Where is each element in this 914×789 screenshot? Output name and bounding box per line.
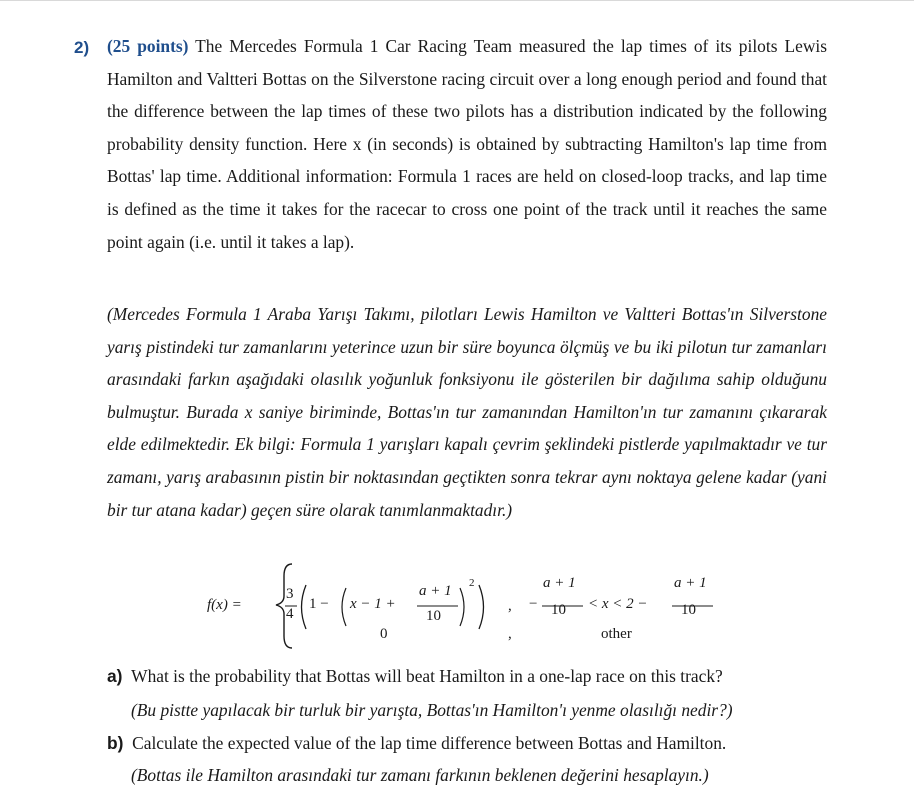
question-text-english [107, 30, 827, 258]
outer-paren-right [479, 585, 484, 629]
part-a-label: a) [107, 666, 123, 686]
part-b-english [107, 733, 726, 754]
formula-x-minus-one-plus: x − 1 + [350, 596, 396, 612]
pdf-formula [0, 560, 914, 660]
part-b-label: b) [107, 733, 124, 753]
question-body-english: The Mercedes Formula 1 Car Racing Team measured the lap times of its pilots Lewis Hamilton and Valtteri Bottas on the Silverstone racing circuit over a long enough period and found that the difference between the lap times of these two pilots has a distribution indicated by the following probability density function. Here x (in seconds) is obtained by subtracting Hamilton's lap time from Bottas' lap time. Additional information: Formula 1 races are held on closed-loop tracks, and lap time is defined as the time it takes for the racecar to cross one point of the track until it reaches the same point again (i.e. until it takes a lap). [107, 36, 827, 252]
top-border [0, 0, 914, 1]
outer-paren-left [302, 585, 307, 629]
part-b-turkish: (Bottas ile Hamilton arasındaki tur zamanı farkının beklenen değerini hesaplayın.) [131, 765, 709, 785]
formula-four: 4 [286, 606, 294, 622]
formula-one-minus: 1 − [309, 596, 329, 612]
formula-a-plus-1-first: a + 1 [419, 583, 452, 599]
question-text-turkish: (Mercedes Formula 1 Araba Yarışı Takımı, pilotları Lewis Hamilton ve Valtteri Bottas'ın Silverstone yarış pistindeki tur zamanlarını yeterince uzun bir süre boyunca ölçmüş ve bu iki pilotun tur zamanları arasındaki farkın aşağıdaki olasılık yoğunluk fonksiyonu ile gösterilen bir dağılıma sahip olduğunu bulmuştur. Burada x saniye biriminde, Bottas'ın tur zamanından Hamilton'ın tur zamanını çıkararak elde edilmektedir. Ek bilgi: Formula 1 yarışları kapalı çevrim şeklindeki pistlerde yapılmaktadır ve tur zamanı, yarış arabasının pistin bir noktasından geçtikten sonra tekrar aynı noktaya gelene kadar (yani bir tur atana kadar) geçen süre olarak tanımlanmaktadır.) [107, 304, 827, 520]
formula-zero: 0 [380, 626, 388, 642]
formula-ten-first: 10 [426, 608, 441, 624]
formula-x-range: < x < 2 − [588, 596, 648, 612]
question-number: 2) [74, 38, 90, 57]
part-a-turkish: (Bu pistte yapılacak bir turluk bir yarışta, Bottas'ın Hamilton'ı yenme olasılığı nedir?) [131, 700, 733, 720]
part-a-english [107, 666, 723, 687]
formula-brackets [0, 560, 914, 660]
formula-a-plus-1-second: a + 1 [543, 575, 576, 591]
formula-comma-first: , [508, 598, 512, 614]
formula-exponent: 2 [469, 577, 475, 589]
part-b-text: Calculate the expected value of the lap time difference between Bottas and Hamilton. [132, 733, 727, 753]
formula-minus: − [529, 596, 538, 612]
formula-a-plus-1-third: a + 1 [674, 575, 707, 591]
part-a-text: What is the probability that Bottas will beat Hamilton in a one-lap race on this track? [131, 666, 723, 686]
formula-lhs: f(x) = [207, 597, 242, 613]
inner-paren-left [342, 588, 346, 626]
question-points: (25 points) [107, 36, 189, 56]
formula-comma-second: , [508, 626, 512, 642]
formula-three: 3 [286, 586, 294, 602]
formula-other: other [601, 626, 632, 642]
inner-paren-right [460, 588, 464, 626]
formula-ten-second: 10 [551, 602, 566, 618]
formula-ten-third: 10 [681, 602, 696, 618]
